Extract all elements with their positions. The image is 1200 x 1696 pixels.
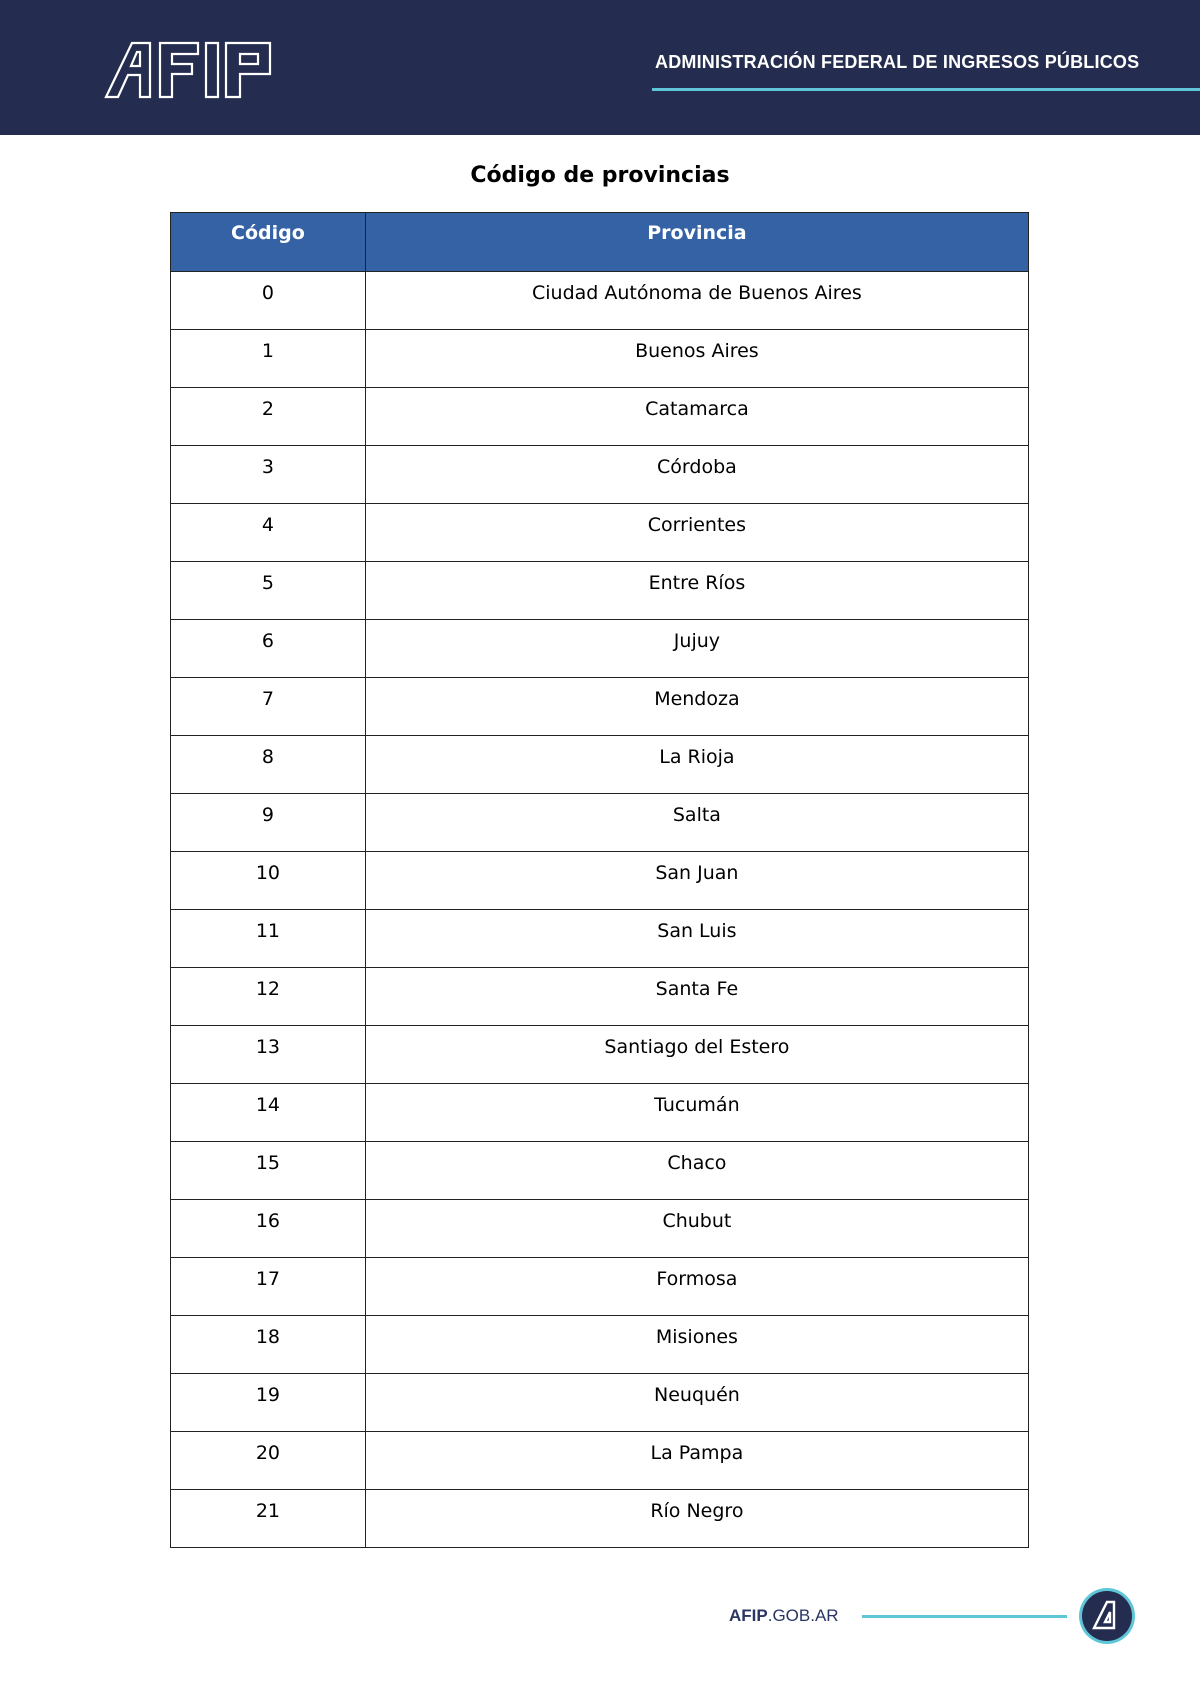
table-row (171, 504, 1029, 562)
table-row (171, 1374, 1029, 1432)
table-row (171, 1026, 1029, 1084)
province-name-cell: Salta (365, 794, 1028, 852)
province-name-cell: Santiago del Estero (365, 1026, 1028, 1084)
footer-domain (729, 1606, 839, 1626)
table-row (171, 678, 1029, 736)
afip-badge-icon (1077, 1586, 1137, 1646)
province-code-cell: 21 (171, 1490, 366, 1548)
province-name-cell: Santa Fe (365, 968, 1028, 1026)
province-name-cell: Chubut (365, 1200, 1028, 1258)
footer-accent-line (862, 1615, 1067, 1618)
province-name-cell: Buenos Aires (365, 330, 1028, 388)
province-code-cell: 2 (171, 388, 366, 446)
province-name-cell: San Juan (365, 852, 1028, 910)
province-code-cell: 18 (171, 1316, 366, 1374)
table-row (171, 1142, 1029, 1200)
province-code-cell: 12 (171, 968, 366, 1026)
agency-name: ADMINISTRACIÓN FEDERAL DE INGRESOS PÚBLICOS (655, 52, 1140, 72)
province-name-cell: Neuquén (365, 1374, 1028, 1432)
table-row (171, 910, 1029, 968)
province-code-cell: 7 (171, 678, 366, 736)
province-name-cell: Tucumán (365, 1084, 1028, 1142)
province-name-cell: Catamarca (365, 388, 1028, 446)
province-code-cell: 16 (171, 1200, 366, 1258)
province-codes-table (170, 212, 1029, 1548)
province-name-cell: Jujuy (365, 620, 1028, 678)
table-row (171, 1316, 1029, 1374)
province-code-cell: 3 (171, 446, 366, 504)
table-row (171, 736, 1029, 794)
document-title: Código de provincias (470, 163, 730, 188)
table-row (171, 272, 1029, 330)
province-code-cell: 1 (171, 330, 366, 388)
province-name-cell: Chaco (365, 1142, 1028, 1200)
page-header (0, 0, 1200, 135)
province-name-cell: Ciudad Autónoma de Buenos Aires (365, 272, 1028, 330)
province-code-cell: 10 (171, 852, 366, 910)
province-code-cell: 0 (171, 272, 366, 330)
table-row (171, 1432, 1029, 1490)
header-accent-line (652, 88, 1200, 91)
footer-domain-rest: .GOB.AR (767, 1606, 839, 1625)
province-name-cell: La Rioja (365, 736, 1028, 794)
province-code-cell: 14 (171, 1084, 366, 1142)
table-row (171, 1490, 1029, 1548)
province-code-cell: 19 (171, 1374, 366, 1432)
province-code-cell: 20 (171, 1432, 366, 1490)
column-header-code: Código (171, 213, 366, 272)
province-name-cell: San Luis (365, 910, 1028, 968)
province-name-cell: Corrientes (365, 504, 1028, 562)
province-name-cell: Mendoza (365, 678, 1028, 736)
province-name-cell: Formosa (365, 1258, 1028, 1316)
table-row (171, 446, 1029, 504)
province-code-cell: 4 (171, 504, 366, 562)
province-code-cell: 8 (171, 736, 366, 794)
afip-logo (104, 40, 274, 100)
province-code-cell: 11 (171, 910, 366, 968)
table-header-row (171, 213, 1029, 272)
table-row (171, 794, 1029, 852)
province-code-cell: 5 (171, 562, 366, 620)
province-code-cell: 13 (171, 1026, 366, 1084)
table-row (171, 852, 1029, 910)
province-name-cell: Entre Ríos (365, 562, 1028, 620)
table-row (171, 562, 1029, 620)
province-code-cell: 6 (171, 620, 366, 678)
column-header-province: Provincia (365, 213, 1028, 272)
province-code-cell: 9 (171, 794, 366, 852)
table-row (171, 1200, 1029, 1258)
table-row (171, 388, 1029, 446)
table-body (171, 272, 1029, 1548)
province-name-cell: Córdoba (365, 446, 1028, 504)
province-code-cell: 17 (171, 1258, 366, 1316)
table-row (171, 620, 1029, 678)
province-name-cell: La Pampa (365, 1432, 1028, 1490)
table-row (171, 330, 1029, 388)
province-name-cell: Río Negro (365, 1490, 1028, 1548)
province-code-cell: 15 (171, 1142, 366, 1200)
province-name-cell: Misiones (365, 1316, 1028, 1374)
footer-domain-strong: AFIP (729, 1606, 768, 1625)
table-row (171, 1258, 1029, 1316)
table-row (171, 968, 1029, 1026)
table-row (171, 1084, 1029, 1142)
